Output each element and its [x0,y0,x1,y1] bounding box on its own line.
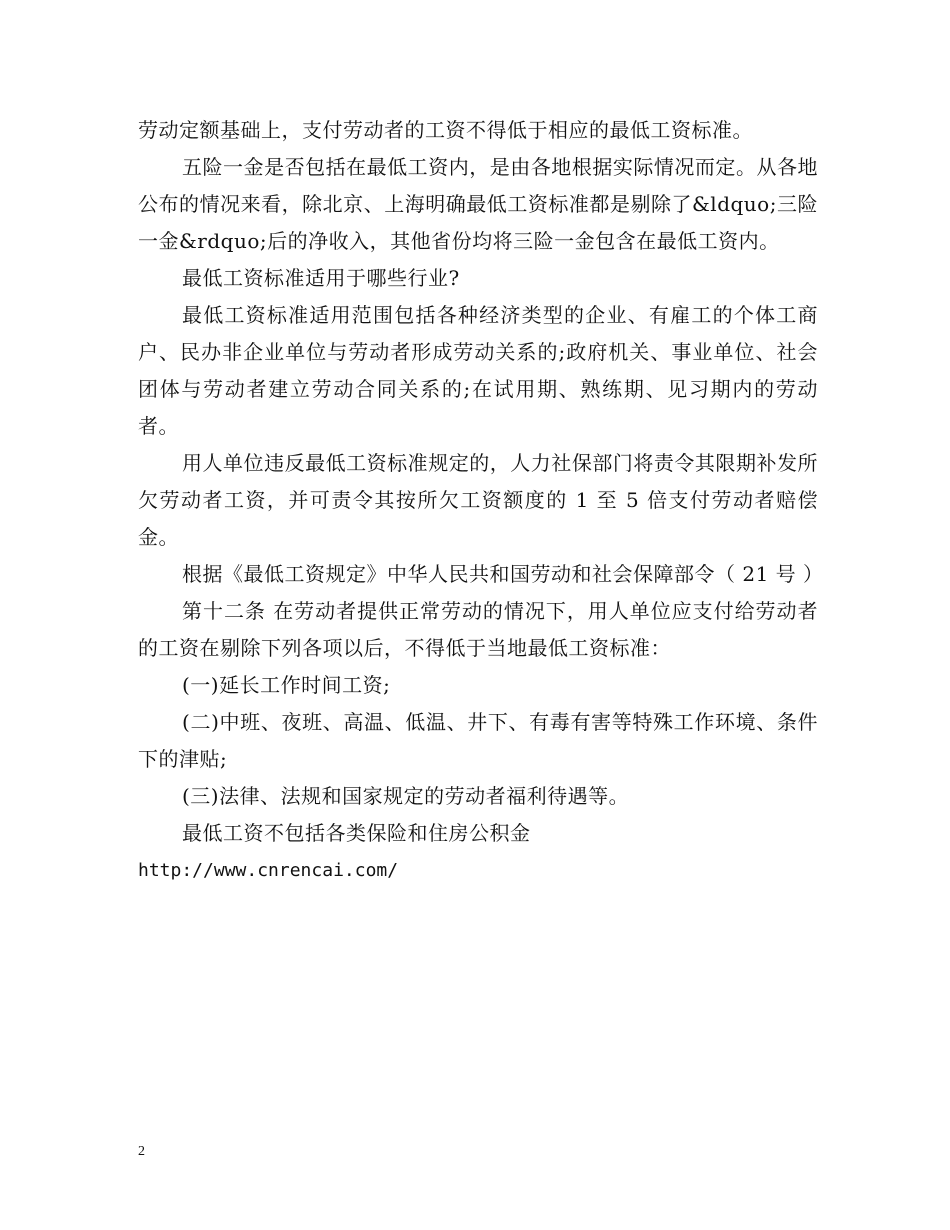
page-number: 2 [138,1144,145,1159]
paragraph-article-twelve: 第十二条 在劳动者提供正常劳动的情况下，用人单位应支付给劳动者的工资在剔除下列各项以后，不得低于当地最低工资标准： [138,599,818,660]
paragraph-regulation-reference: 根据《最低工资规定》中华人民共和国劳动和社会保障部令（ 21 号 ） [182,562,824,586]
paragraph-continuation: 劳动定额基础上，支付劳动者的工资不得低于相应的最低工资标准。 [138,118,753,142]
paragraph-question-industries: 最低工资标准适用于哪些行业? [182,266,460,290]
list-item-overtime: (一)延长工作时间工资; [182,673,391,697]
paragraph-five-insurances: 五险一金是否包括在最低工资内，是由各地根据实际情况而定。从各地公布的情况来看，除北京、上海明确最低工资标准都是剔除了&ldquo;三险一金&rdquo;后的净收入，其他省份均将三险一金包含在最低工资内。 [138,155,818,253]
paragraph-exclusion: 最低工资不包括各类保险和住房公积金 [182,821,531,845]
paragraph-scope: 最低工资标准适用范围包括各种经济类型的企业、有雇工的个体工商户、民办非企业单位与劳动者形成劳动关系的;政府机关、事业单位、社会团体与劳动者建立劳动合同关系的;在试用期、熟练期、见习期内的劳动者。 [138,303,818,438]
paragraph-violation: 用人单位违反最低工资标准规定的，人力社保部门将责令其限期补发所欠劳动者工资，并可责令其按所欠工资额度的 1 至 5 倍支付劳动者赔偿金。 [138,451,818,549]
document-body [138,112,824,889]
list-item-allowances: (二)中班、夜班、高温、低温、井下、有毒有害等特殊工作环境、条件下的津贴; [138,710,818,771]
source-url: http://www.cnrencai.com/ [138,860,399,881]
list-item-welfare: (三)法律、法规和国家规定的劳动者福利待遇等。 [182,784,630,808]
